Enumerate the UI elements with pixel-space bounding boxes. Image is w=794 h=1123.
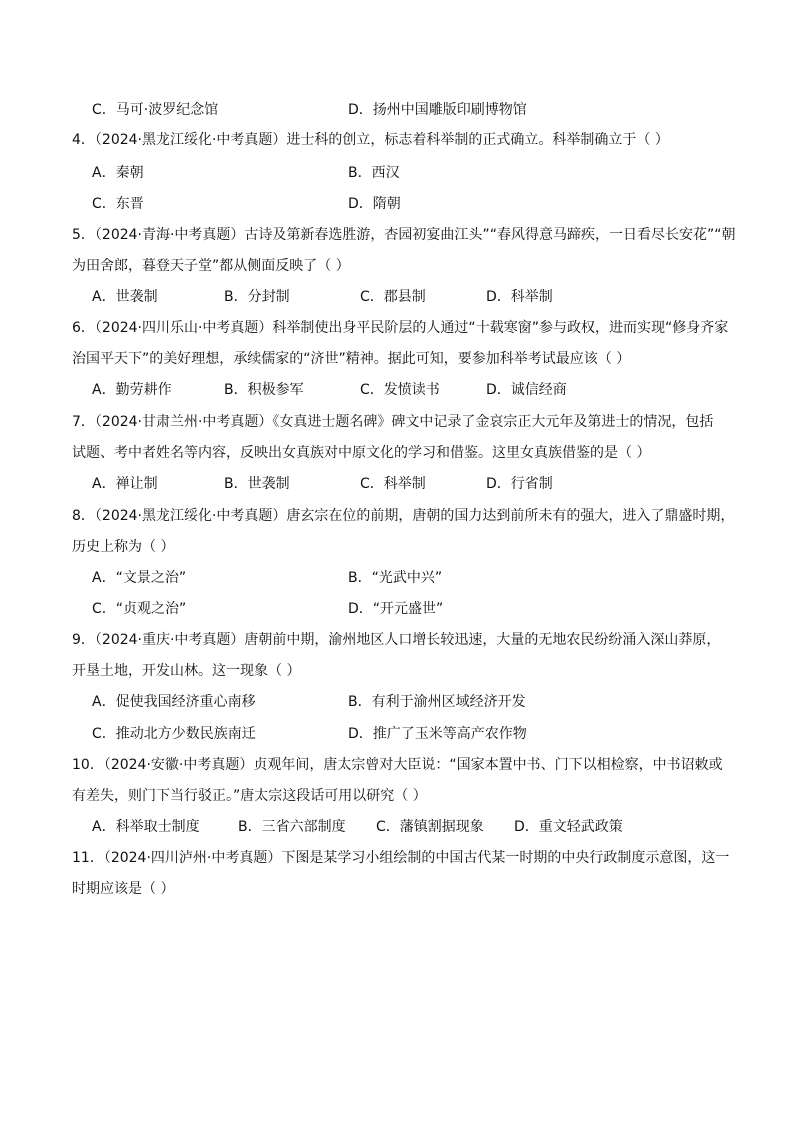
q7-stem-line1: 7．（2024·甘肃兰州·中考真题）《女真进士题名碑》碑文中记录了金哀宗正大元年及第进士的情况，包括 [72, 414, 714, 430]
q9-option-d: D．推广了玉米等高产农作物 [348, 726, 527, 742]
q8-option-d: D．“开元盛世” [348, 601, 444, 617]
q9-option-a: A．促使我国经济重心南移 [92, 694, 256, 710]
q5-option-a: A．世袭制 [92, 289, 158, 305]
q8-stem-line1: 8．（2024·黑龙江绥化·中考真题）唐玄宗在位的前期，唐朝的国力达到前所未有的强大，进入了鼎盛时期， [72, 508, 735, 524]
q9-stem-line1: 9．（2024·重庆·中考真题）唐朝前中期，渝州地区人口增长较迅速，大量的无地农民纷纷涌入深山莽原， [72, 632, 721, 648]
q7-stem-line2: 试题、考中者姓名等内容，反映出女真族对中原文化的学习和借鉴。这里女真族借鉴的是（ ） [72, 445, 651, 461]
q7-option-c: C．科举制 [360, 476, 426, 492]
q10-option-c: C．藩镇割据现象 [376, 819, 484, 835]
q6-option-c: C．发愤读书 [360, 382, 440, 398]
q9-stem-line2: 开垦土地，开发山林。这一现象（ ） [72, 663, 301, 679]
q5-option-d: D．科举制 [486, 289, 553, 305]
q10-option-a: A．科举取士制度 [92, 819, 200, 835]
q10-option-b: B．三省六部制度 [238, 819, 346, 835]
q10-option-d: D．重文轻武政策 [514, 819, 623, 835]
q7-option-d: D．行省制 [486, 476, 553, 492]
q11-stem-line1: 11．（2024·四川泸州·中考真题）下图是某学习小组绘制的中国古代某一时期的中央行政制度示意图，这一 [72, 850, 730, 866]
q5-option-c: C．郡县制 [360, 289, 426, 305]
q8-option-b: B．“光武中兴” [348, 570, 443, 586]
q4-option-a: A．秦朝 [92, 165, 144, 181]
q11-stem-line2: 时期应该是（ ） [72, 881, 175, 897]
q8-option-a: A．“文景之治” [92, 570, 187, 586]
q5-stem-line2: 为田舍郎，暮登天子堂”都从侧面反映了（ ） [72, 258, 350, 274]
q3-option-d: D．扬州中国雕版印刷博物馆 [348, 102, 527, 118]
q7-option-b: B．世袭制 [224, 476, 290, 492]
q7-option-a: A．禅让制 [92, 476, 158, 492]
q4-option-b: B．西汉 [348, 165, 400, 181]
q6-stem-line2: 治国平天下”的美好理想，承续儒家的“济世”精神。据此可知，要参加科举考试最应该（ ） [72, 351, 631, 367]
q5-option-b: B．分封制 [224, 289, 290, 305]
q3-option-c: C．马可·波罗纪念馆 [92, 102, 219, 118]
q5-stem-line1: 5．（2024·青海·中考真题）古诗及第新春选胜游，杏园初宴曲江头”“春风得意马蹄疾，一日看尽长安花”“朝 [72, 227, 736, 243]
q6-stem-line1: 6．（2024·四川乐山·中考真题）科举制使出身平民阶层的人通过“十载寒窗”参与政权，进而实现“修身齐家 [72, 320, 729, 336]
q9-option-c: C．推动北方少数民族南迁 [92, 726, 256, 742]
q10-stem-line1: 10．（2024·安徽·中考真题）贞观年间，唐太宗曾对大臣说：“国家本置中书、门下以相检察，中书诏敕或 [72, 757, 723, 773]
q8-stem-line2: 历史上称为（ ） [72, 539, 175, 555]
q10-stem-line2: 有差失，则门下当行驳正。”唐太宗这段话可用以研究（ ） [72, 788, 427, 804]
q4-option-c: C．东晋 [92, 196, 144, 212]
q6-option-a: A．勤劳耕作 [92, 382, 172, 398]
q6-option-d: D．诚信经商 [486, 382, 567, 398]
q8-option-c: C．“贞观之治” [92, 601, 187, 617]
q4-stem: 4．（2024·黑龙江绥化·中考真题）进士科的创立，标志着科举制的正式确立。科举制确立于（ ） [72, 132, 669, 148]
q9-option-b: B．有利于渝州区域经济开发 [348, 694, 526, 710]
q6-option-b: B．积极参军 [224, 382, 304, 398]
q4-option-d: D．隋朝 [348, 196, 401, 212]
